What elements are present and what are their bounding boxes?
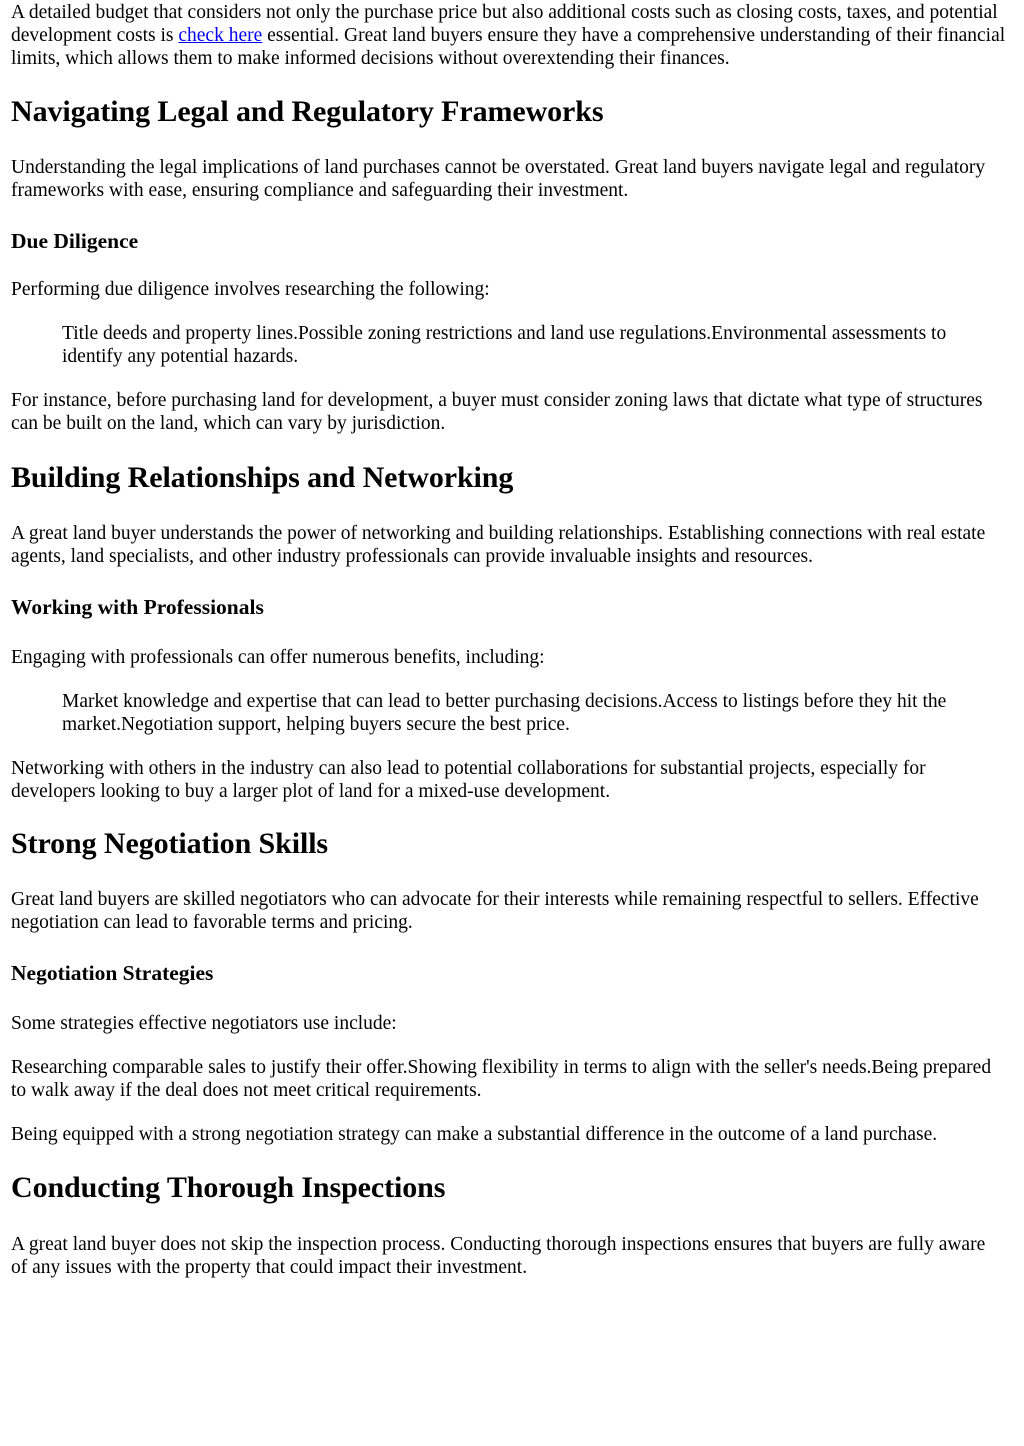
due-diligence-list: Title deeds and property lines.Possible zoning restrictions and land use regulations.Environmental assessments to identify any potential hazards. xyxy=(62,323,947,367)
zoning-example-paragraph: For instance, before purchasing land for development, a buyer must consider zoning laws that dictate what type of structures can be built on the land, which can vary by jurisdiction. xyxy=(11,390,983,434)
negotiation-heading: Strong Negotiation Skills xyxy=(11,827,328,860)
legal-heading: Navigating Legal and Regulatory Frameworks xyxy=(11,95,604,128)
intro-paragraph xyxy=(11,1,1006,70)
networking-heading: Building Relationships and Networking xyxy=(11,461,514,494)
professionals-list: Market knowledge and expertise that can lead to better purchasing decisions.Access to listings before they hit the market.Negotiation support, helping buyers secure the best price. xyxy=(62,691,947,735)
due-diligence-lead: Performing due diligence involves researching the following: xyxy=(11,279,490,300)
inspections-heading: Conducting Thorough Inspections xyxy=(11,1171,446,1204)
negotiation-paragraph: Great land buyers are skilled negotiators who can advocate for their interests while remaining respectful to sellers. Effective negotiation can lead to favorable terms and pricing. xyxy=(11,889,979,933)
negotiation-strategies-heading: Negotiation Strategies xyxy=(11,961,214,985)
intro-text-before-link: A detailed budget that considers not only the purchase price but also additional costs such as closing costs, taxes, and potential development costs is xyxy=(11,2,998,46)
strategies-lead: Some strategies effective negotiators use include: xyxy=(11,1013,397,1034)
inspections-paragraph: A great land buyer does not skip the inspection process. Conducting thorough inspections ensures that buyers are fully aware of any issues with the property that could impact their investment. xyxy=(11,1234,986,1278)
check-here-link[interactable]: check here xyxy=(178,25,263,46)
professionals-lead: Engaging with professionals can offer numerous benefits, including: xyxy=(11,647,545,668)
networking-closing-paragraph: Networking with others in the industry can also lead to potential collaborations for substantial projects, especially for developers looking to buy a larger plot of land for a mixed-use development. xyxy=(11,758,926,802)
negotiation-closing-paragraph: Being equipped with a strong negotiation strategy can make a substantial difference in the outcome of a land purchase. xyxy=(11,1124,938,1145)
intro-text-after-link: essential. Great land buyers ensure they have a comprehensive understanding of their financial limits, which allows them to make informed decisions without overextending their finances. xyxy=(11,25,1006,69)
legal-paragraph: Understanding the legal implications of land purchases cannot be overstated. Great land buyers navigate legal and regulatory frameworks with ease, ensuring compliance and safeguarding their investment. xyxy=(11,157,986,201)
due-diligence-heading: Due Diligence xyxy=(11,229,139,253)
networking-paragraph: A great land buyer understands the power of networking and building relationships. Establishing connections with real estate agents, land specialists, and other industry professionals can provide invaluable insights and resources. xyxy=(11,523,986,567)
working-with-professionals-heading: Working with Professionals xyxy=(11,595,264,619)
strategies-list: Researching comparable sales to justify their offer.Showing flexibility in terms to align with the seller's needs.Being prepared to walk away if the deal does not meet critical requirements. xyxy=(11,1057,992,1101)
